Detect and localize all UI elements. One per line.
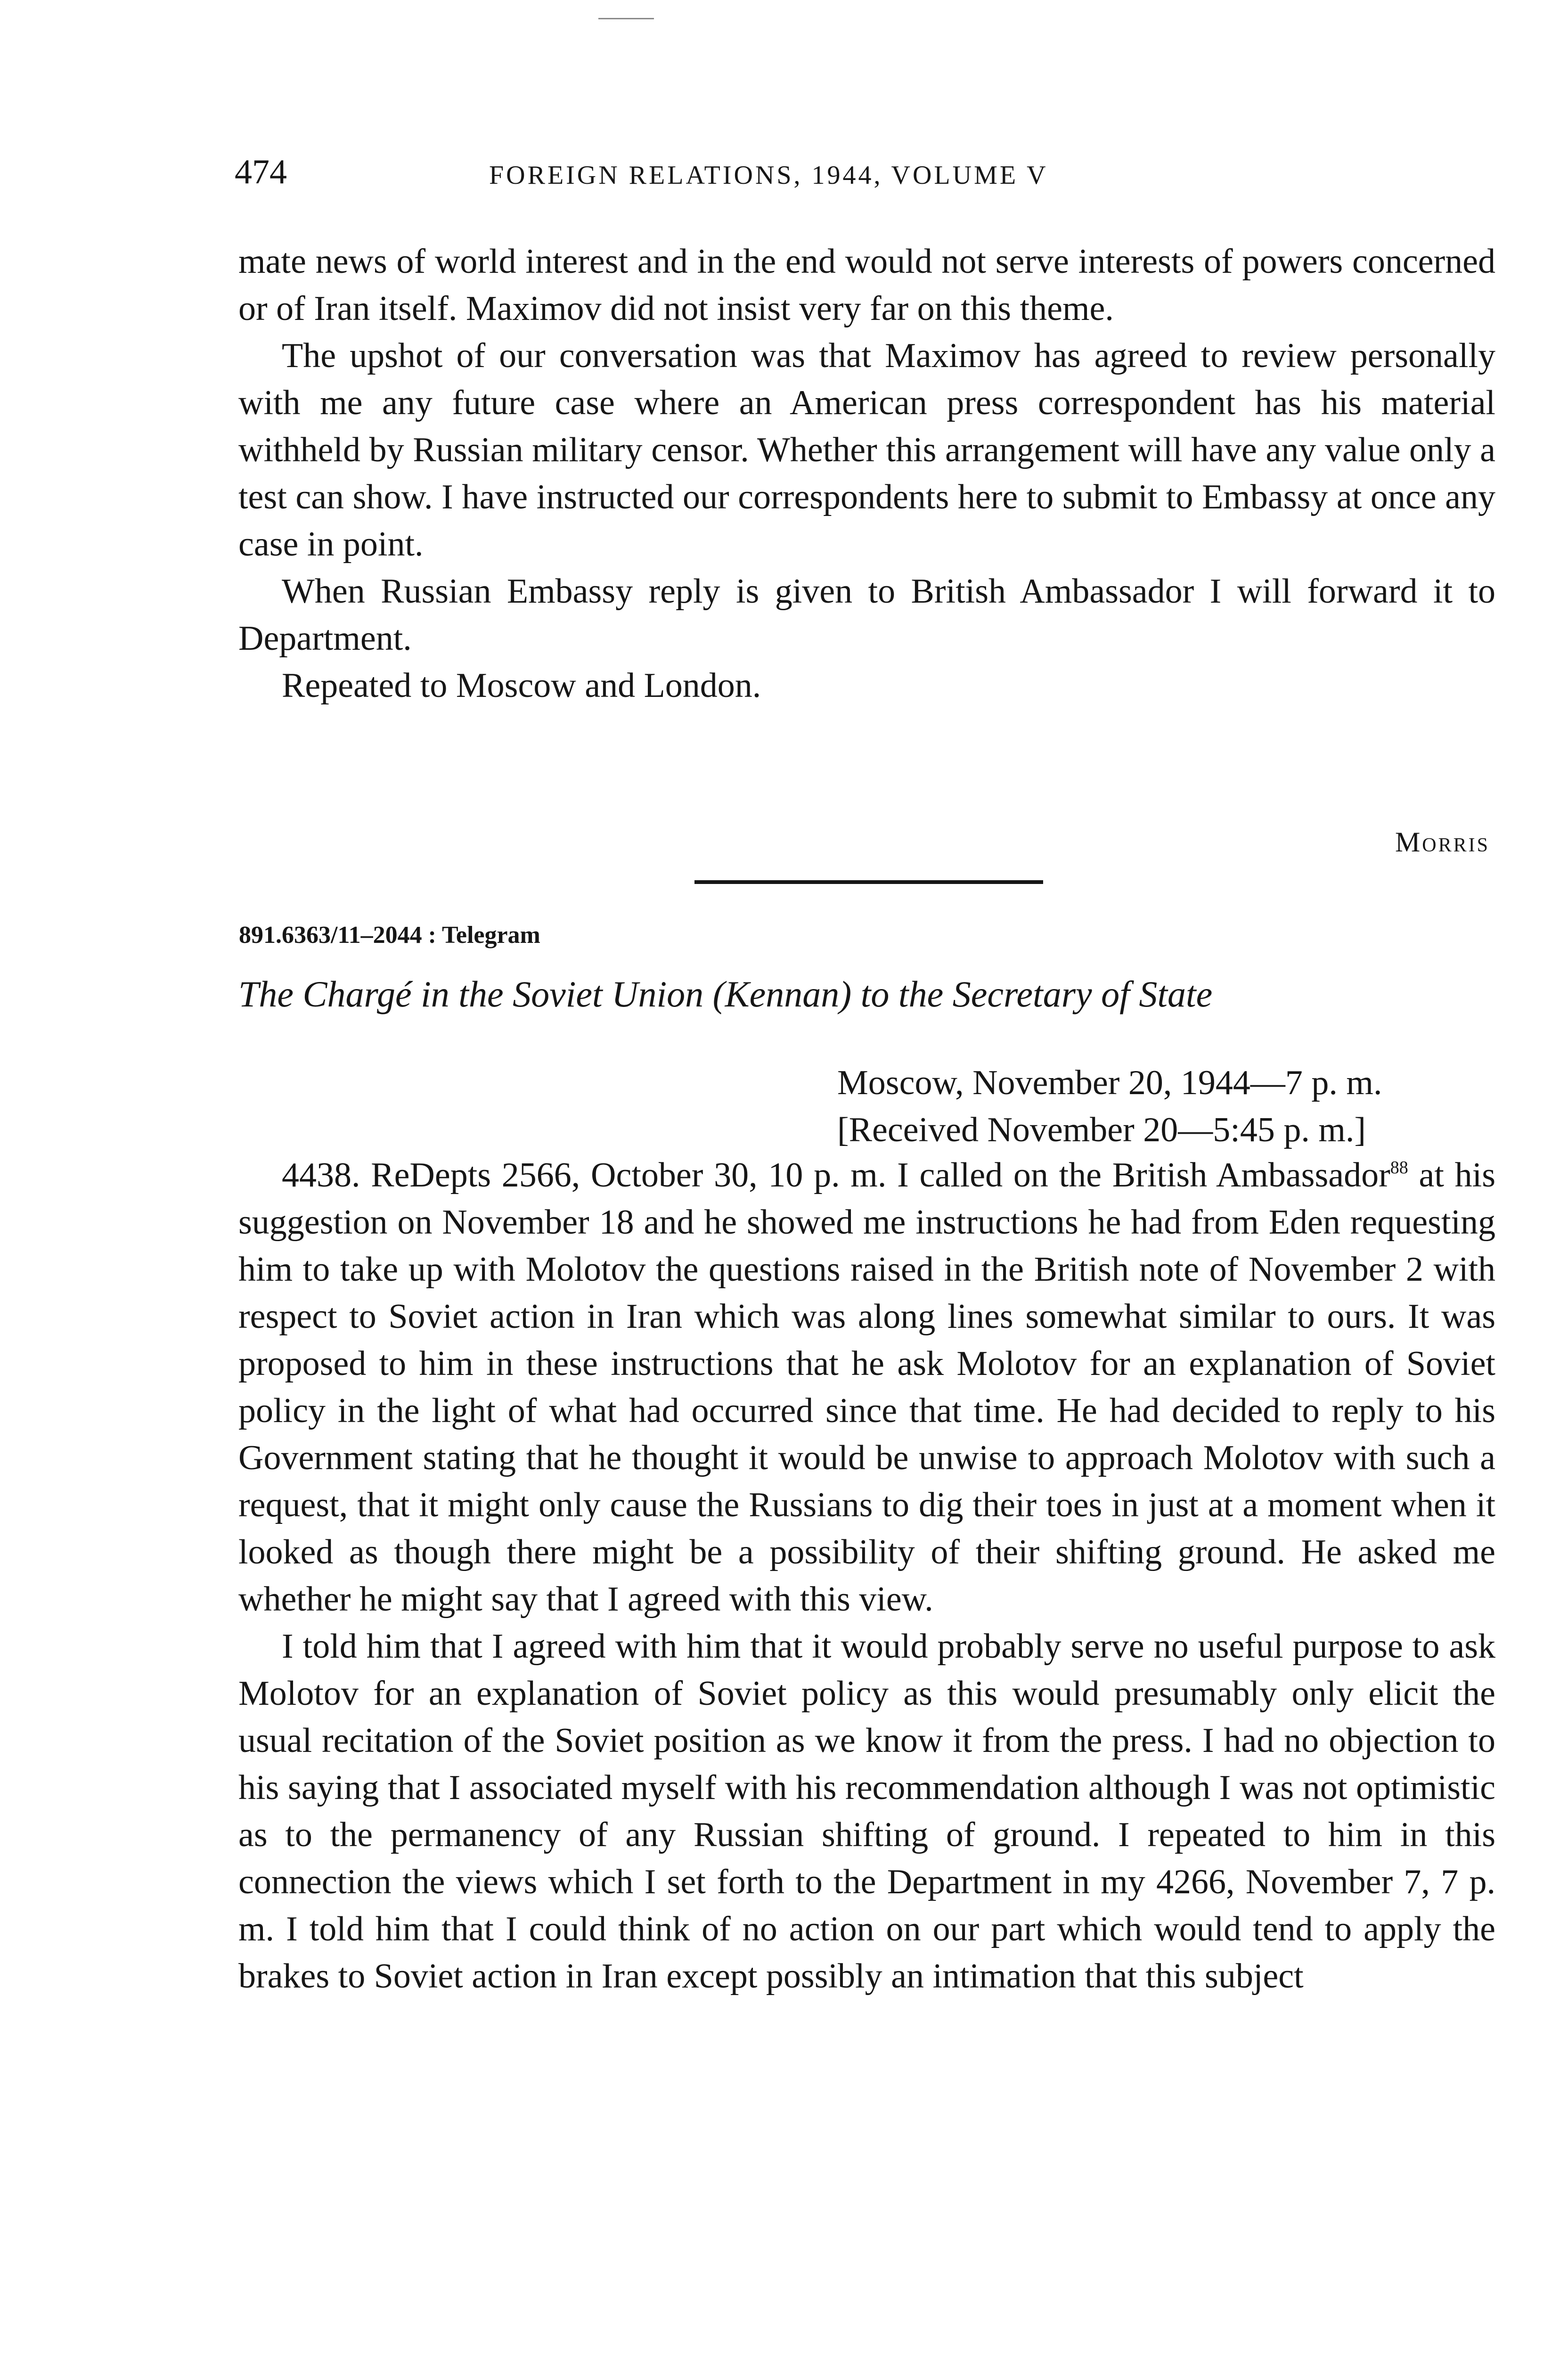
telegram-paragraph-2: I told him that I agreed with him that it would probably serve no useful purpose to ask Molotov for an explanation of Soviet policy as this would presumably only elicit the usual recitation of the Soviet position as we know it from the press. I had no objection to his saying that I associated myself with his recommendation although I was not optimistic as to the permanency of any Russian shifting of ground. I repeated to him in this connection the views which I set forth to the Department in my 4266, November 7, 7 p. m. I told him that I could think of no action on our part which would tend to apply the brakes to Soviet action in Iran except possibly an intimation that this subject: [238, 1627, 1495, 1996]
dateline: [837, 1059, 1382, 1153]
telegram-paragraph-1: [238, 1152, 1495, 1623]
top-decorative-rule: [598, 18, 654, 19]
dateline-sent: Moscow, November 20, 1944—7 p. m.: [837, 1063, 1382, 1102]
page-number: 474: [235, 153, 287, 191]
telegram-body: [238, 1152, 1495, 2000]
paragraph-repeated: Repeated to Moscow and London.: [282, 666, 761, 705]
signature: Morris: [1395, 826, 1490, 858]
document-title: The Chargé in the Soviet Union (Kennan) to the Secretary of State: [238, 973, 1213, 1014]
previous-document-body: [238, 238, 1495, 709]
footnote-reference: 88: [1390, 1158, 1408, 1178]
file-reference: 891.6363/11–2044 : Telegram: [239, 922, 540, 949]
paragraph-reply: When Russian Embassy reply is given to British Ambassador I will forward it to Department.: [238, 572, 1495, 658]
paragraph-continuation: mate news of world interest and in the end would not serve interests of powers concerned or of Iran itself. Maximov did not insist very far on this theme.: [238, 242, 1495, 328]
telegram-paragraph-1-end: at his suggestion on November 18 and he showed me instructions he had from Eden requesting him to take up with Molotov the questions raised in the British note of November 2 with respect to Soviet action in Iran which was along lines somewhat similar to ours. It was proposed to him in these instructions that he ask Molotov for an explanation of Soviet policy in the light of what had occurred since that time. He had decided to reply to his Government stating that he thought it would be unwise to approach Molotov with such a request, that it might only cause the Russians to dig their toes in just at a moment when it looked as though there might be a possibility of their shifting ground. He asked me whether he might say that I agreed with this view.: [238, 1156, 1495, 1619]
telegram-paragraph-1-start: 4438. ReDepts 2566, October 30, 10 p. m. I called on the British Ambassador: [282, 1156, 1390, 1194]
document-divider: [694, 880, 1043, 884]
paragraph-upshot: The upshot of our conversation was that Maximov has agreed to review personally with me any future case where an American press correspondent has his material withheld by Russian military censor. Whether this arrangement will have any value only a test can show. I have instructed our correspondents here to submit to Embassy at once any case in point.: [238, 336, 1495, 564]
running-head: [235, 151, 1497, 198]
running-title: FOREIGN RELATIONS, 1944, VOLUME V: [489, 161, 1048, 190]
dateline-received: [Received November 20—5:45 p. m.]: [837, 1111, 1366, 1149]
